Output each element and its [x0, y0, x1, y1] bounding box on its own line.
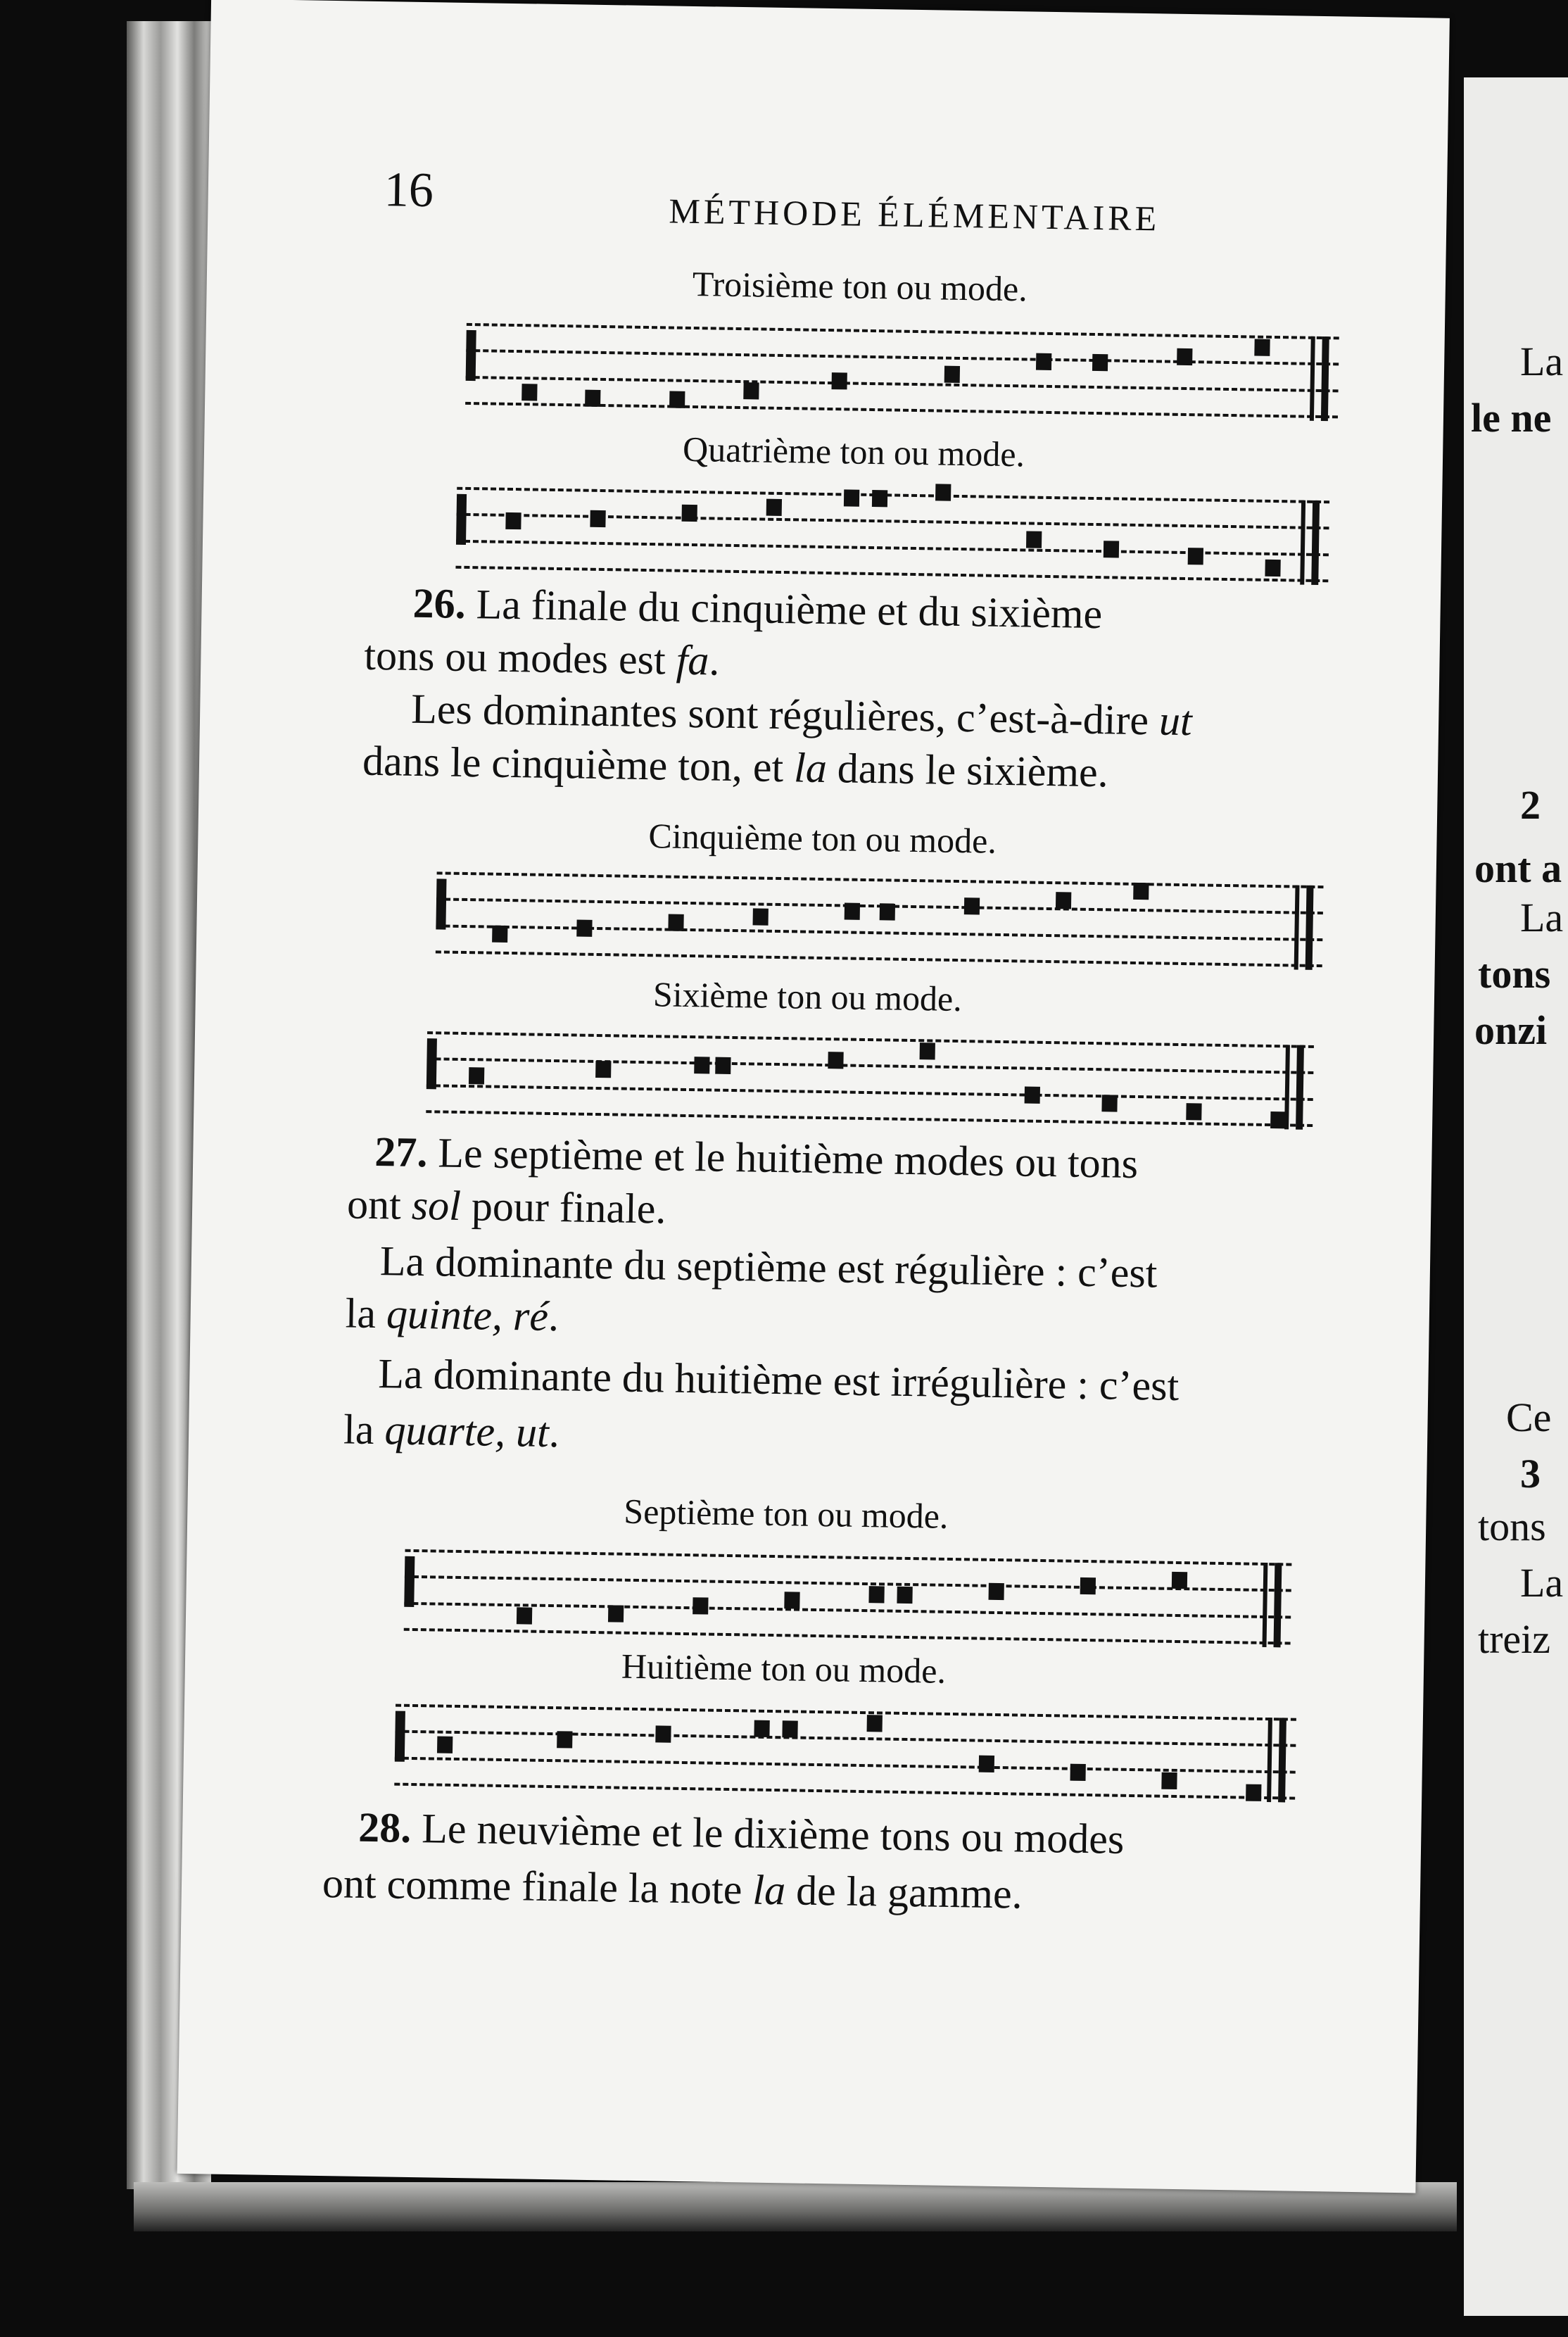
- staff-line: [396, 1704, 1296, 1721]
- section-28-line-1: [358, 1803, 1125, 1864]
- chant-note: [608, 1605, 624, 1622]
- staff-mode-5: [436, 871, 1324, 970]
- caption-mode-7: Septième ton ou mode.: [623, 1491, 949, 1536]
- facing-page-fragment: [1464, 77, 1568, 2316]
- chant-note: [655, 1725, 671, 1742]
- staff-line: [404, 1628, 1291, 1645]
- chant-note: [585, 390, 600, 407]
- staff-line: [436, 924, 1322, 941]
- chant-note: [1133, 883, 1149, 900]
- section-26-number: 26.: [412, 579, 467, 627]
- section-27-line-2: ont sol pour finale.: [346, 1180, 666, 1233]
- chant-note: [944, 366, 960, 383]
- section-26-line-2: tons ou modes est fa.: [363, 631, 720, 684]
- chant-note: [517, 1607, 532, 1624]
- chant-note: [668, 914, 683, 931]
- chant-note: [1177, 348, 1192, 365]
- caption-mode-3: Troisième ton ou mode.: [692, 263, 1028, 309]
- clef-mark: [404, 1556, 415, 1606]
- staff-line: [467, 323, 1339, 339]
- facing-text-7: onzi: [1474, 1007, 1548, 1053]
- facing-text-4: ont a: [1474, 845, 1562, 891]
- chant-note: [867, 1715, 883, 1732]
- staff-line: [426, 1057, 1313, 1074]
- chant-note: [1246, 1784, 1261, 1801]
- final-bar: [1310, 336, 1315, 421]
- section-28-text-1: Le neuvième et le dixième tons ou modes: [421, 1805, 1125, 1863]
- chant-note: [1186, 1103, 1201, 1120]
- final-bar: [1274, 1563, 1282, 1647]
- chant-note: [743, 382, 759, 399]
- chant-note: [766, 499, 782, 516]
- page-number: 16: [384, 163, 434, 218]
- facing-text-1: La: [1520, 339, 1564, 384]
- chant-note: [964, 897, 980, 914]
- staff-line: [426, 1084, 1313, 1101]
- section-28-line-2: ont comme finale la note la de la gamme.: [322, 1859, 1023, 1917]
- clef-mark: [426, 1038, 437, 1089]
- chant-note: [682, 505, 697, 522]
- chant-note: [989, 1583, 1004, 1600]
- final-bar: [1305, 886, 1314, 970]
- staff-line: [466, 349, 1339, 365]
- chant-note: [782, 1720, 797, 1737]
- section-28-number: 28.: [358, 1803, 412, 1851]
- chant-note: [828, 1052, 843, 1069]
- staff-line: [405, 1575, 1291, 1592]
- chant-note: [897, 1587, 912, 1604]
- final-bar: [1311, 500, 1320, 585]
- caption-mode-6: Sixième ton ou mode.: [652, 974, 963, 1019]
- chant-note: [844, 489, 859, 506]
- staff-line: [437, 871, 1324, 888]
- chant-note: [832, 372, 847, 389]
- staff-line: [457, 513, 1329, 529]
- staff-mode-7: [404, 1549, 1292, 1648]
- final-bar: [1278, 1718, 1286, 1802]
- facing-text-12: treiz: [1478, 1616, 1551, 1662]
- chant-note: [1025, 1087, 1040, 1104]
- final-bar: [1294, 886, 1300, 970]
- clef-mark: [395, 1711, 405, 1761]
- chant-note: [872, 490, 887, 507]
- chant-note: [1026, 531, 1042, 548]
- staff-line: [394, 1783, 1295, 1800]
- chant-note: [1161, 1772, 1177, 1789]
- caption-mode-5: Cinquième ton ou mode.: [648, 816, 997, 861]
- chant-note: [1036, 353, 1051, 370]
- caption-mode-8: Huitième ton ou mode.: [621, 1646, 947, 1691]
- section-27-number: 27.: [374, 1128, 428, 1176]
- section-26-line-1: [412, 579, 1103, 638]
- facing-text-6: tons: [1478, 951, 1551, 997]
- section-27-line-6: la quarte, ut.: [343, 1406, 560, 1456]
- final-bar: [1300, 500, 1305, 585]
- chant-note: [1188, 548, 1203, 565]
- chant-note: [590, 510, 605, 527]
- book-page: [177, 0, 1450, 2193]
- chant-note: [1104, 541, 1119, 558]
- facing-text-11: La: [1520, 1560, 1564, 1606]
- chant-note: [437, 1737, 453, 1753]
- final-bar: [1263, 1563, 1268, 1647]
- chant-note: [1254, 339, 1270, 356]
- facing-text-8: Ce: [1506, 1394, 1552, 1440]
- staff-mode-3: [465, 323, 1339, 421]
- staff-mode-6: [426, 1031, 1314, 1130]
- staff-mode-8: [394, 1704, 1296, 1803]
- section-27-line-5: La dominante du huitième est irrégulière : c’est: [377, 1350, 1180, 1410]
- section-27-line-1: [374, 1128, 1139, 1188]
- staff-line: [405, 1549, 1291, 1566]
- chant-note: [557, 1731, 572, 1748]
- clef-mark: [466, 330, 476, 381]
- chant-note: [845, 902, 860, 919]
- clef-mark: [436, 878, 446, 929]
- section-27-text-1: Le septième et le huitième modes ou tons: [437, 1129, 1139, 1188]
- staff-line: [457, 487, 1329, 503]
- facing-text-5: La: [1520, 895, 1564, 940]
- chant-note: [492, 926, 507, 943]
- chant-note: [469, 1067, 484, 1084]
- chant-note: [868, 1586, 884, 1603]
- staff-line: [404, 1602, 1291, 1619]
- staff-line: [455, 566, 1328, 582]
- chant-note: [1092, 354, 1108, 371]
- chant-note: [784, 1592, 799, 1608]
- chant-note: [1270, 1111, 1286, 1128]
- chant-note: [1080, 1577, 1096, 1594]
- chant-note: [1172, 1572, 1187, 1589]
- staff-line: [395, 1757, 1296, 1774]
- staff-line: [436, 950, 1322, 967]
- staff-mode-4: [455, 487, 1329, 585]
- chant-note: [694, 1057, 709, 1073]
- section-26-text-1: La finale du cinquième et du sixième: [476, 581, 1103, 638]
- caption-mode-4: Quatrième ton ou mode.: [682, 429, 1025, 474]
- chant-note: [715, 1057, 731, 1074]
- chant-note: [979, 1756, 994, 1772]
- chant-note: [595, 1061, 611, 1078]
- chant-note: [521, 384, 537, 401]
- running-title: MÉTHODE ÉLÉMENTAIRE: [669, 191, 1161, 239]
- staff-line: [426, 1110, 1313, 1127]
- chant-note: [669, 391, 685, 408]
- section-27-line-4: la quinte, ré.: [345, 1290, 559, 1340]
- chant-note: [576, 919, 592, 936]
- facing-text-9: 3: [1520, 1451, 1541, 1497]
- facing-text-10: tons: [1478, 1504, 1546, 1549]
- chant-note: [1070, 1764, 1085, 1781]
- final-bar: [1321, 336, 1329, 421]
- section-26-line-3: Les dominantes sont régulières, c’est-à-dire ut: [410, 685, 1193, 745]
- chant-note: [880, 903, 895, 920]
- chant-note: [935, 484, 951, 500]
- clef-mark: [456, 493, 467, 544]
- chant-note: [753, 908, 769, 925]
- chant-note: [1101, 1095, 1117, 1111]
- final-bar: [1267, 1718, 1272, 1802]
- chant-note: [505, 512, 521, 529]
- final-bar: [1296, 1045, 1304, 1130]
- staff-line: [427, 1031, 1314, 1048]
- facing-text-2: le ne: [1471, 395, 1552, 441]
- section-26-line-4: dans le cinquième ton, et la dans le sixième.: [362, 737, 1109, 796]
- staff-line: [395, 1730, 1296, 1747]
- facing-text-3: 2: [1520, 782, 1541, 828]
- chant-note: [1056, 892, 1071, 909]
- chant-note: [693, 1597, 708, 1614]
- chant-note: [1265, 560, 1280, 577]
- section-27-line-3: La dominante du septième est régulière : c’est: [379, 1237, 1158, 1297]
- chant-note: [920, 1042, 935, 1059]
- chant-note: [754, 1720, 769, 1737]
